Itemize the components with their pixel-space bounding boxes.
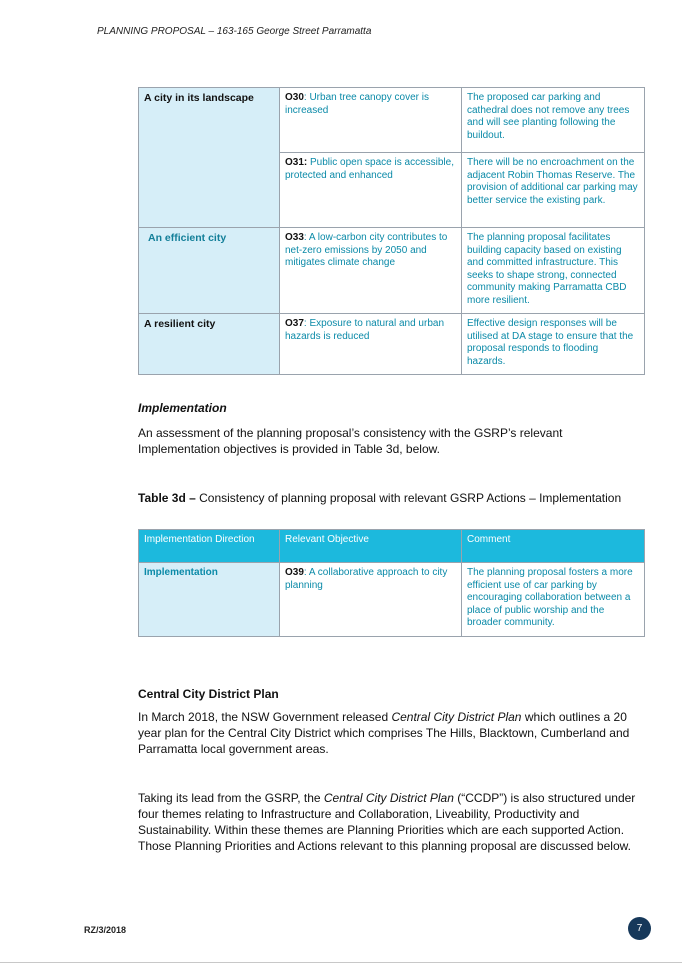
text-run: In March 2018, the NSW Government released [138,710,392,724]
table-row [139,228,645,314]
caption-text: Consistency of planning proposal with relevant GSRP Actions – Implementation [195,491,622,505]
implementation-heading: Implementation [138,401,227,415]
column-header: Relevant Objective [280,530,462,563]
caption-label: Table 3d – [138,491,196,505]
objective-cell [280,153,462,228]
objective-code: O30 [285,92,304,103]
comment-cell: There will be no encroachment on the adjacent Robin Thomas Reserve. The provision of additional car parking may better service the existing park. [462,153,645,228]
direction-cell: Implementation [139,563,280,637]
objective-cell [280,88,462,153]
objective-cell [280,228,462,314]
page-bottom-divider [0,962,682,963]
objective-cell [280,314,462,375]
comment-cell: The planning proposal facilitates building capacity based on existing and committed infrastructure. This seeks to shape strong, connected community making Parramatta CBD more resilient. [462,228,645,314]
district-plan-heading: Central City District Plan [138,687,279,701]
plan-title: Central City District Plan [323,791,454,805]
table-header-row [139,530,645,563]
theme-cell: A resilient city [139,314,280,375]
column-header: Comment [462,530,645,563]
objective-cell [280,563,462,637]
implementation-paragraph: An assessment of the planning proposal’s consistency with the GSRP’s relevant Implementation objectives is provided in Table 3d, below. [138,426,563,456]
objective-text: Public open space is accessible, protected and enhanced [285,157,454,181]
objective-code: O37 [285,318,304,329]
objective-text: : Exposure to natural and urban hazards is reduced [285,318,444,342]
theme-cell: A city in its landscape [139,88,280,228]
theme-cell: An efficient city [139,228,280,314]
gsrp-sustainability-table [138,87,645,375]
objective-code: O33 [285,232,304,243]
comment-cell: The proposed car parking and cathedral does not remove any trees and will see planting following the buildout. [462,88,645,153]
plan-title: Central City District Plan [391,710,522,724]
district-plan-paragraph-2 [138,790,644,854]
running-header: PLANNING PROPOSAL – 163-165 George Street Parramatta [97,26,372,37]
comment-cell: Effective design responses will be utilised at DA stage to ensure that the proposal responds to flooding hazards. [462,314,645,375]
table-3d-caption [138,490,644,506]
objective-code: O39 [285,567,304,578]
gsrp-implementation-table [138,529,645,637]
district-plan-paragraph-1 [138,709,644,757]
text-run: Taking its lead from the GSRP, the [138,791,324,805]
objective-text: : Urban tree canopy cover is increased [285,92,429,116]
comment-cell: The planning proposal fosters a more efficient use of car parking by encouraging collaboration between a place of public worship and the broader community. [462,563,645,637]
table-row [139,563,645,637]
table-row [139,314,645,375]
document-reference: RZ/3/2018 [84,925,127,935]
objective-code: O31: [285,157,308,168]
text-run: which outlines a 20 year plan for the Central City District which comprises The Hills, Blacktown, Cumberland and Parramatta local government areas. [138,710,630,756]
column-header: Implementation Direction [139,530,280,563]
text-run: (“CCDP”) is also structured under four themes relating to Infrastructure and Collaboration, Liveability, Productivity and Sustainability. Within these themes are Planning Priorities which are each supported Action. Those Planning Priorities and Actions relevant to this planning proposal are discussed below. [138,791,636,853]
objective-text: : A collaborative approach to city planning [285,567,448,591]
objective-text: : A low-carbon city contributes to net-zero emissions by 2050 and mitigates climate change [285,232,448,268]
table-row [139,88,645,153]
page-number-badge: 7 [628,917,651,940]
